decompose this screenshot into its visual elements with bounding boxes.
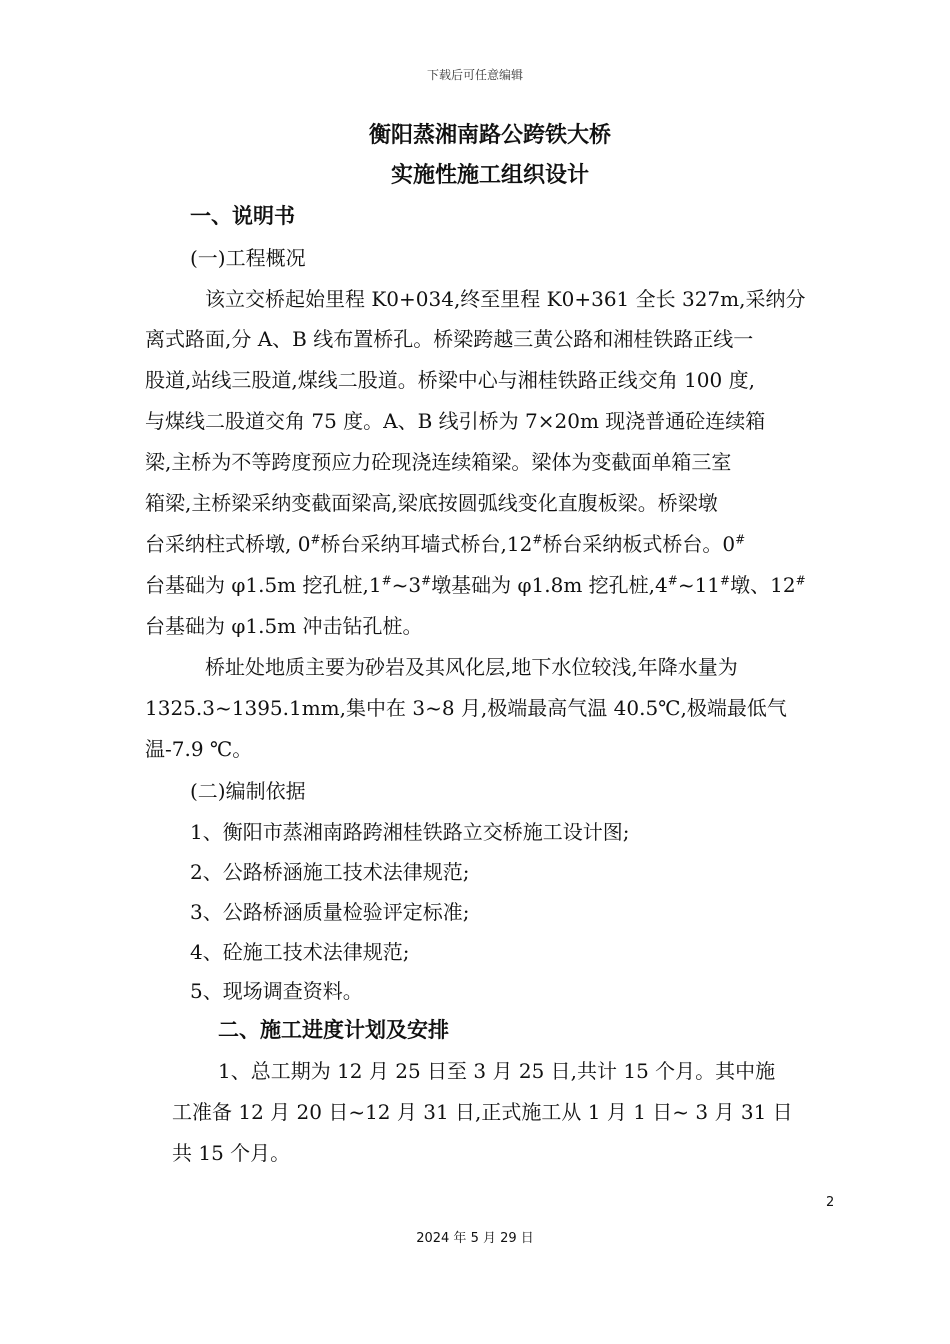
schedule-line-3: 共 15 个月。 [172,1141,291,1165]
basis-item-2: 2、公路桥涵施工技术法律规范; [190,860,470,884]
footer-date: 2024 年 5 月 29 日 [416,1231,534,1246]
overview-line-4: 与煤线二股道交角 75 度。A、B 线引桥为 7×20m 现浇普通砼连续箱 [145,409,766,433]
basis-item-4: 4、砼施工技术法律规范; [190,940,410,964]
overview-line-7: 台采纳柱式桥墩, 0#桥台采纳耳墙式桥台,12#桥台采纳板式桥台。0# [145,532,746,556]
overview-line-5: 梁,主桥为不等跨度预应力砼现浇连续箱梁。梁体为变截面单箱三室 [145,450,732,474]
section1-heading: 一、说明书 [190,204,295,228]
subsection2-heading: (二)编制依据 [190,779,306,803]
overview-line-9: 台基础为 φ1.5m 冲击钻孔桩。 [145,614,423,638]
basis-item-1: 1、衡阳市蒸湘南路跨湘桂铁路立交桥施工设计图; [190,820,630,844]
geology-line-1: 桥址处地质主要为砂岩及其风化层,地下水位较浅,年降水量为 [205,655,738,679]
page-number: 2 [826,1195,835,1210]
schedule-line-1: 1、总工期为 12 月 25 日至 3 月 25 日,共计 15 个月。其中施 [218,1059,776,1083]
document-title: 衡阳蒸湘南路公跨铁大桥 [368,123,611,148]
document-subtitle: 实施性施工组织设计 [390,163,589,188]
geology-line-2: 1325.3~1395.1mm,集中在 3~8 月,极端最高气温 40.5℃,极端最低气 [145,696,787,720]
schedule-line-2: 工准备 12 月 20 日~12 月 31 日,正式施工从 1 月 1 日~ 3 月 31 日 [172,1100,793,1124]
section2-heading: 二、施工进度计划及安排 [218,1018,449,1042]
overview-line-2: 离式路面,分 A、B 线布置桥孔。桥梁跨越三黄公路和湘桂铁路正线一 [145,327,754,351]
header-note: 下载后可任意编辑 [426,68,523,82]
subsection1-heading: (一)工程概况 [190,246,306,270]
overview-line-1: 该立交桥起始里程 K0+034,终至里程 K0+361 全长 327m,采纳分 [205,287,806,311]
basis-item-3: 3、公路桥涵质量检验评定标准; [190,900,470,924]
basis-item-5: 5、现场调查资料。 [190,979,363,1003]
geology-line-3: 温-7.9 ℃。 [145,737,253,761]
overview-line-6: 箱梁,主桥梁采纳变截面梁高,梁底按圆弧线变化直腹板梁。桥梁墩 [145,491,718,515]
overview-line-3: 股道,站线三股道,煤线二股道。桥梁中心与湘桂铁路正线交角 100 度, [145,368,755,392]
overview-line-8: 台基础为 φ1.5m 挖孔桩,1#~3#墩基础为 φ1.8m 挖孔桩,4#~11#墩、12# [145,573,806,597]
